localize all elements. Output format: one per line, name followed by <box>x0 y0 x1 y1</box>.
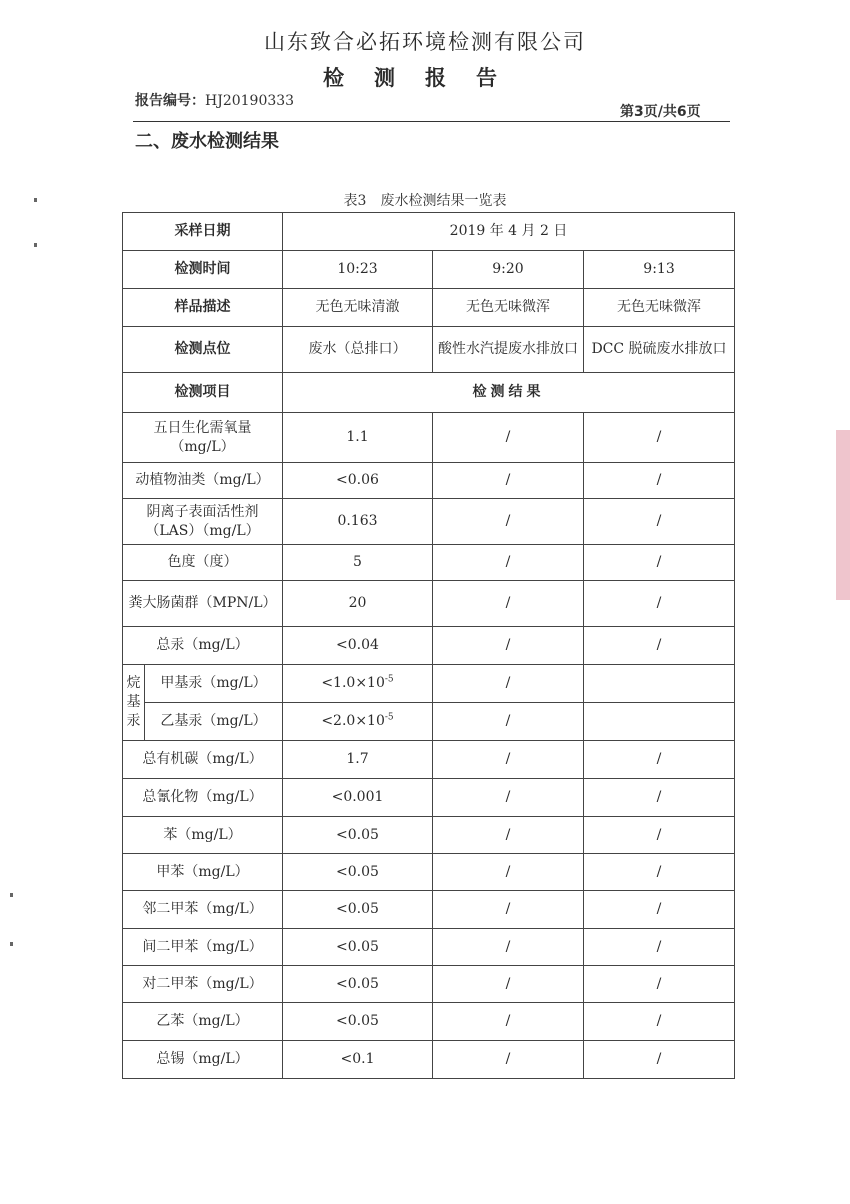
table-row <box>123 373 735 413</box>
value-cell: / <box>584 817 735 854</box>
value-cell: / <box>584 854 735 891</box>
test-result-header: 检测结果 <box>283 373 735 413</box>
value-cell: / <box>433 966 584 1003</box>
value-cell: / <box>433 741 584 779</box>
page-number: 第3页/共6页 <box>620 104 701 120</box>
value-cell: / <box>433 627 584 665</box>
value-cell: / <box>433 779 584 817</box>
test-time-cell: 10:23 <box>283 251 433 289</box>
sample-description-cell: 无色无味微浑 <box>584 289 735 327</box>
value-cell: 1.7 <box>283 741 433 779</box>
value-cell: / <box>584 463 735 499</box>
value-cell: / <box>433 929 584 966</box>
value-cell: / <box>584 581 735 627</box>
item-name-cell: 总锡（mg/L） <box>123 1041 283 1079</box>
table-row <box>123 741 735 779</box>
value-cell: / <box>433 1003 584 1041</box>
test-point-header: 检测点位 <box>123 327 283 373</box>
seal-edge-mark <box>836 430 850 600</box>
table-caption-name: 废水检测结果一览表 <box>380 193 507 209</box>
section-title: 二、废水检测结果 <box>135 131 279 152</box>
value-cell <box>584 703 735 741</box>
results-table <box>122 212 735 1079</box>
value-cell: <0.05 <box>283 817 433 854</box>
table-row <box>123 779 735 817</box>
value-cell: <0.05 <box>283 854 433 891</box>
item-name-cell: 苯（mg/L） <box>123 817 283 854</box>
item-name-cell: 总有机碳（mg/L） <box>123 741 283 779</box>
sampling-date-header: 采样日期 <box>123 213 283 251</box>
item-name-cell: 五日生化需氧量（mg/L） <box>123 413 283 463</box>
test-item-header: 检测项目 <box>123 373 283 413</box>
table-caption-number: 表3 <box>343 193 367 209</box>
item-name-cell: 色度（度） <box>123 545 283 581</box>
item-name-cell: 乙苯（mg/L） <box>123 1003 283 1041</box>
value-cell: <0.05 <box>283 891 433 929</box>
value-cell: / <box>433 545 584 581</box>
table-row <box>123 327 735 373</box>
value-cell: / <box>433 413 584 463</box>
value-cell: / <box>433 665 584 703</box>
item-name-cell: 甲基汞（mg/L） <box>145 665 283 703</box>
test-time-cell: 9:13 <box>584 251 735 289</box>
value-cell: <0.1 <box>283 1041 433 1079</box>
item-name-cell: 总汞（mg/L） <box>123 627 283 665</box>
test-point-cell: DCC 脱硫废水排放口 <box>584 327 735 373</box>
value-cell: <0.04 <box>283 627 433 665</box>
item-name-cell: 对二甲苯（mg/L） <box>123 966 283 1003</box>
value-cell: / <box>433 1041 584 1079</box>
value-cell: / <box>584 779 735 817</box>
value-cell <box>584 665 735 703</box>
table-row <box>123 545 735 581</box>
report-number <box>135 90 294 110</box>
report-number-label: 报告编号： <box>135 93 205 109</box>
value-cell: <0.05 <box>283 1003 433 1041</box>
table-row <box>123 463 735 499</box>
value-cell: / <box>584 545 735 581</box>
report-title: 检测报告 <box>323 66 527 90</box>
value-cell: / <box>584 413 735 463</box>
item-name-cell: 阴离子表面活性剂（LAS）（mg/L） <box>123 499 283 545</box>
value-cell: 20 <box>283 581 433 627</box>
value-cell: / <box>433 891 584 929</box>
item-name-cell: 总氰化物（mg/L） <box>123 779 283 817</box>
table-row <box>123 499 735 545</box>
value-cell: / <box>433 463 584 499</box>
value-cell: / <box>584 929 735 966</box>
item-name-cell: 邻二甲苯（mg/L） <box>123 891 283 929</box>
value-cell: / <box>584 891 735 929</box>
value-cell: / <box>433 854 584 891</box>
table-row <box>123 854 735 891</box>
value-cell: <0.05 <box>283 929 433 966</box>
value-cell: / <box>584 966 735 1003</box>
table-row <box>123 627 735 665</box>
table-row <box>123 251 735 289</box>
value-cell: / <box>433 703 584 741</box>
alkyl-mercury-group-label: 烷 基 汞 <box>123 665 145 741</box>
table-row <box>123 703 735 741</box>
value-cell: / <box>584 499 735 545</box>
item-name-cell: 动植物油类（mg/L） <box>123 463 283 499</box>
value-cell: / <box>584 627 735 665</box>
table-row <box>123 1041 735 1079</box>
test-time-cell: 9:20 <box>433 251 584 289</box>
value-cell: / <box>433 499 584 545</box>
value-cell: 5 <box>283 545 433 581</box>
value-cell: $<2.0\times 10^{-5}$ <box>283 703 433 741</box>
table-row <box>123 213 735 251</box>
sampling-date-value: 2019 年 4 月 2 日 <box>283 213 735 251</box>
item-name-cell: 乙基汞（mg/L） <box>145 703 283 741</box>
table-row <box>123 665 735 703</box>
table-row <box>123 1003 735 1041</box>
item-name-cell: 粪大肠菌群（MPN/L） <box>123 581 283 627</box>
company-name: 山东致合必拓环境检测有限公司 <box>264 30 586 54</box>
table-row <box>123 817 735 854</box>
test-point-cell: 废水（总排口） <box>283 327 433 373</box>
table-row <box>123 413 735 463</box>
header-rule <box>133 121 730 122</box>
table-row <box>123 891 735 929</box>
test-point-cell: 酸性水汽提废水排放口 <box>433 327 584 373</box>
scan-speck <box>10 942 13 946</box>
sample-description-cell: 无色无味微浑 <box>433 289 584 327</box>
table-row <box>123 581 735 627</box>
test-time-header: 检测时间 <box>123 251 283 289</box>
scan-speck <box>34 198 37 202</box>
value-cell: <0.05 <box>283 966 433 1003</box>
value-cell: <0.06 <box>283 463 433 499</box>
sample-description-header: 样品描述 <box>123 289 283 327</box>
value-cell: / <box>584 1003 735 1041</box>
table-row <box>123 929 735 966</box>
value-cell: / <box>584 741 735 779</box>
scan-speck <box>34 243 37 247</box>
sample-description-cell: 无色无味清澈 <box>283 289 433 327</box>
value-cell: <0.001 <box>283 779 433 817</box>
scan-speck <box>10 893 13 897</box>
value-cell: / <box>433 581 584 627</box>
table-caption <box>0 190 850 210</box>
item-name-cell: 间二甲苯（mg/L） <box>123 929 283 966</box>
table-row <box>123 966 735 1003</box>
value-cell: / <box>433 817 584 854</box>
report-number-value: HJ20190333 <box>205 93 295 109</box>
value-cell: / <box>584 1041 735 1079</box>
value-cell: 1.1 <box>283 413 433 463</box>
item-name-cell: 甲苯（mg/L） <box>123 854 283 891</box>
value-cell: 0.163 <box>283 499 433 545</box>
table-row <box>123 289 735 327</box>
value-cell: $<1.0\times 10^{-5}$ <box>283 665 433 703</box>
